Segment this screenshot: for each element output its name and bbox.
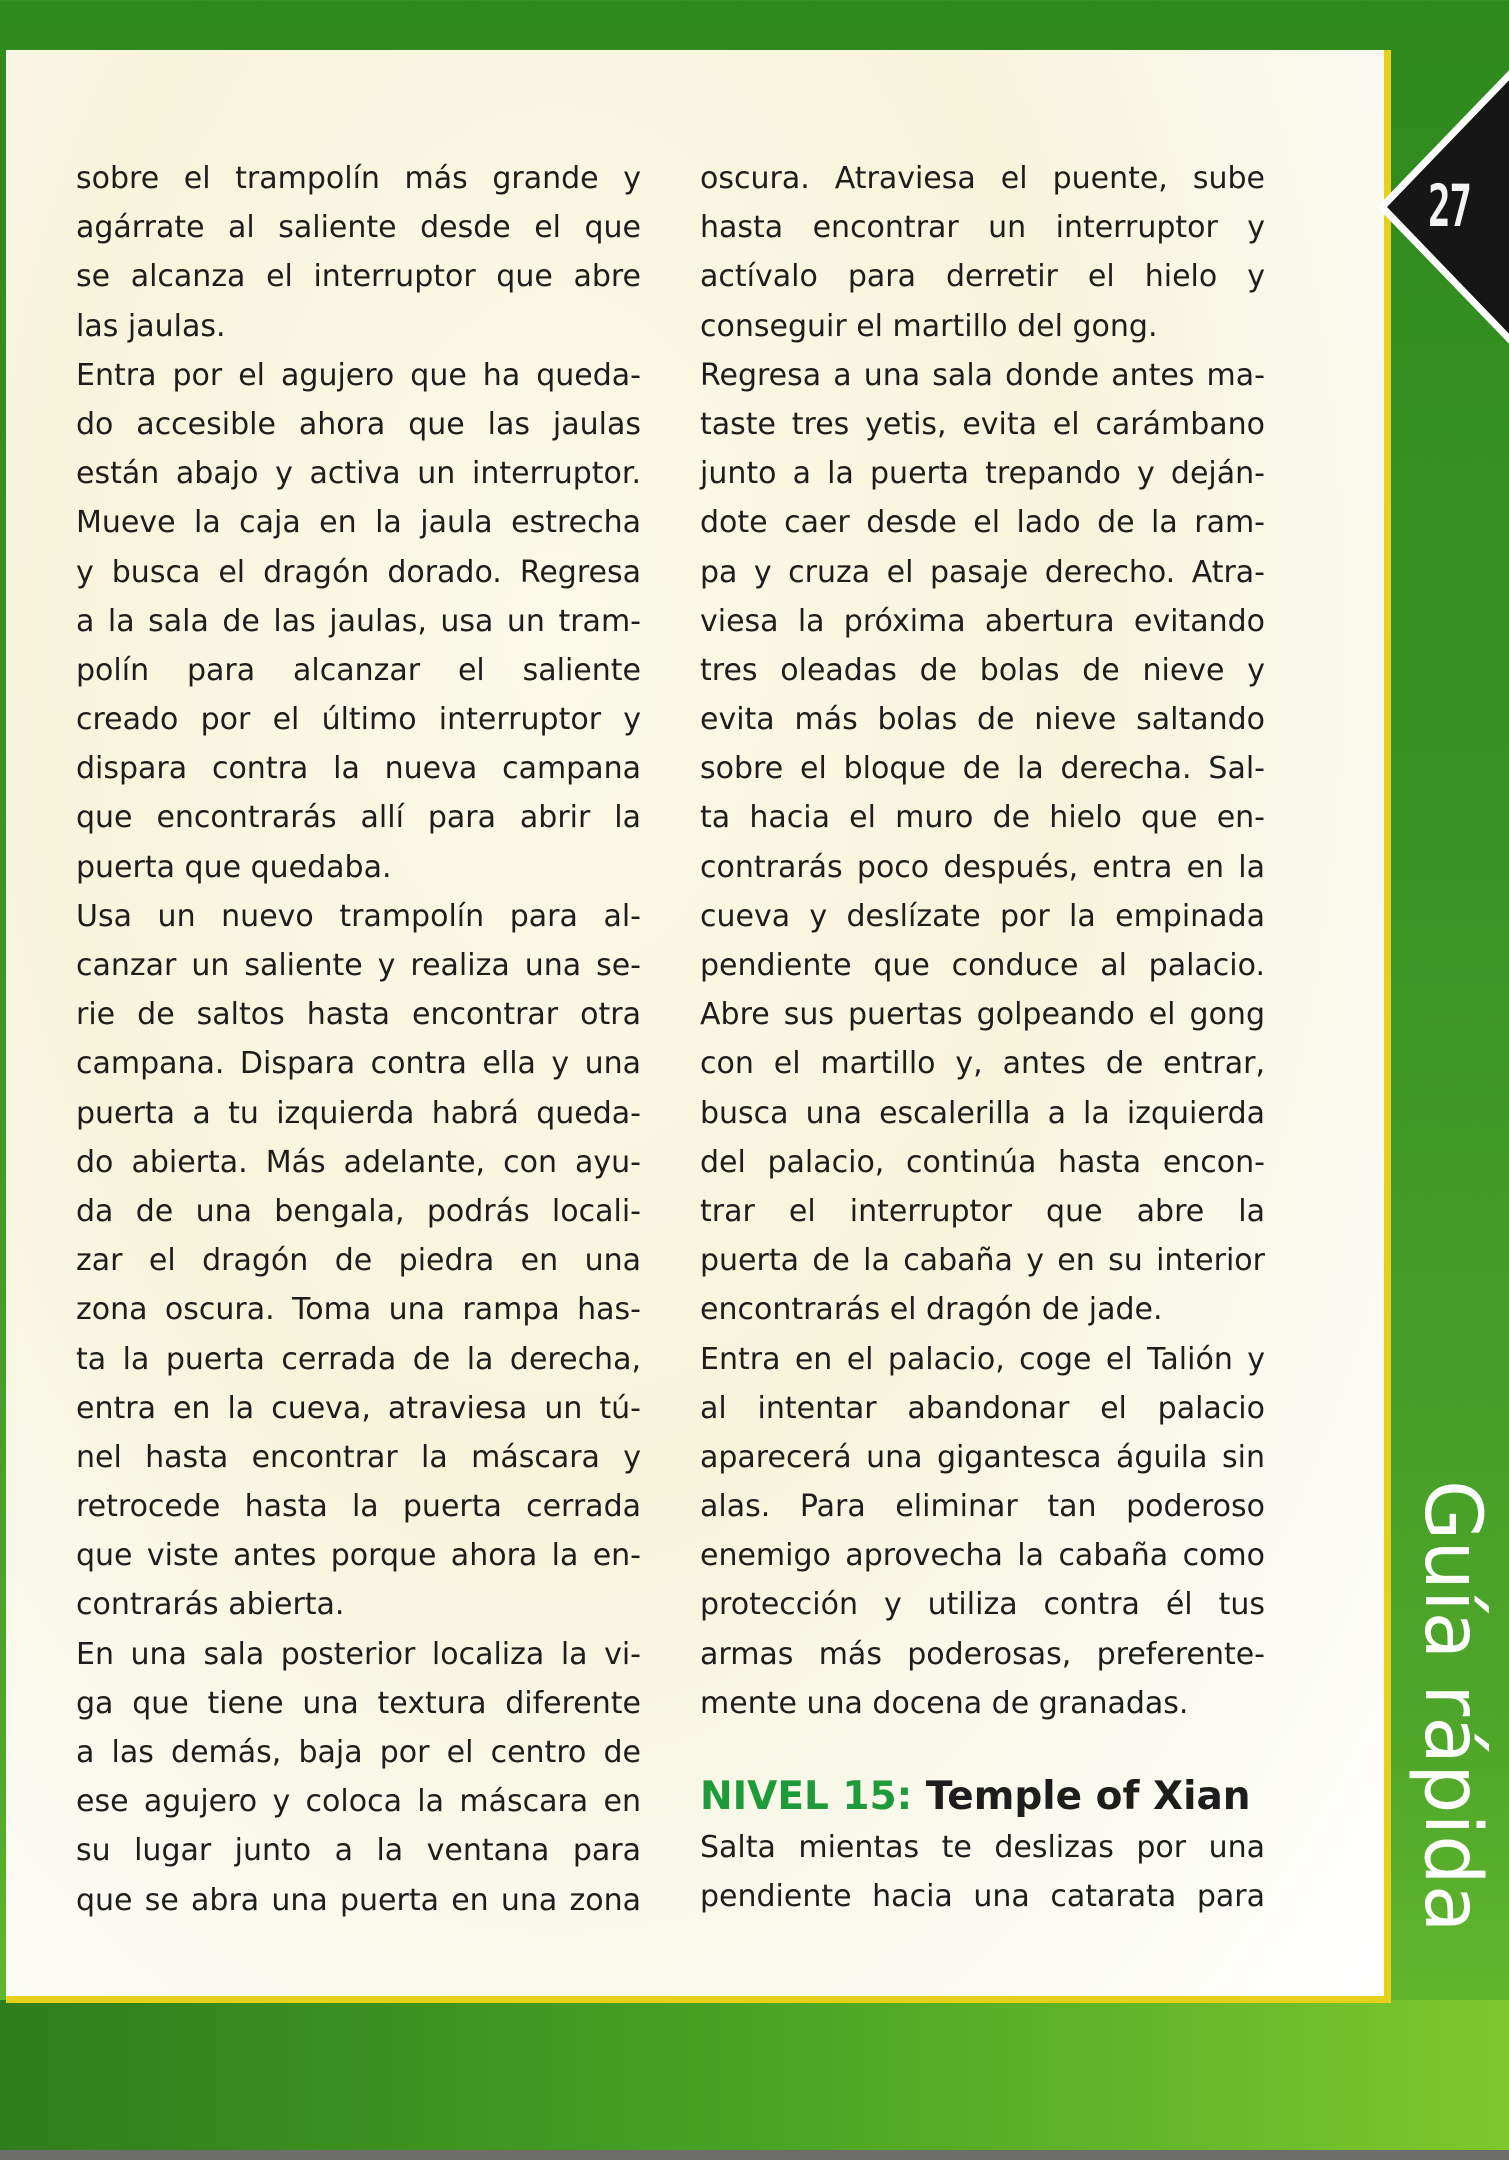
text-line: dote caer desde el lado de la ram- <box>700 505 1265 541</box>
text-line: se alcanza el interruptor que abre <box>76 259 641 295</box>
text-line: contrarás poco después, entra en la <box>700 849 1265 885</box>
text-line: entra en la cueva, atraviesa un tú- <box>76 1390 641 1426</box>
bottom-green-band <box>0 2000 1509 2160</box>
text-line: ga que tiene una textura diferente <box>76 1685 641 1721</box>
text-line: puerta que quedaba. <box>76 849 392 885</box>
text-line: ta la puerta cerrada de la derecha, <box>76 1341 641 1377</box>
text-line: las jaulas. <box>76 308 226 344</box>
right-column-body <box>700 154 1265 1728</box>
text-line: viesa la próxima abertura evitando <box>700 603 1265 639</box>
text-line: Usa un nuevo trampolín para al- <box>76 898 641 934</box>
text-line: Salta mientas te deslizas por una <box>700 1830 1265 1865</box>
text-line: armas más poderosas, preferente- <box>700 1636 1265 1672</box>
text-line: al intentar abandonar el palacio <box>700 1390 1265 1426</box>
level-heading <box>700 1771 1265 1823</box>
text-line: a las demás, baja por el centro de <box>76 1735 641 1770</box>
text-line: pendiente que conduce al palacio. <box>700 948 1265 983</box>
text-line: Mueve la caja en la jaula estrecha <box>76 505 641 541</box>
text-line: do accesible ahora que las jaulas <box>76 406 641 442</box>
text-line: hasta encontrar un interruptor y <box>700 210 1265 246</box>
text-line: Entra por el agujero que ha queda- <box>76 357 641 393</box>
level-number: NIVEL 15: <box>700 1774 913 1819</box>
text-line: puerta a tu izquierda habrá queda- <box>76 1095 641 1131</box>
text-line: pa y cruza el pasaje derecho. Atra- <box>700 554 1265 590</box>
text-line: encontrarás el dragón de jade. <box>700 1292 1163 1328</box>
text-line: con el martillo y, antes de entrar, <box>700 1046 1265 1082</box>
text-line: su lugar junto a la ventana para <box>76 1833 641 1869</box>
text-line: junto a la puerta trepando y deján- <box>700 456 1265 492</box>
text-line: del palacio, continúa hasta encon- <box>700 1144 1265 1180</box>
text-line: campana. Dispara contra ella y una <box>76 1046 641 1082</box>
text-line: trar el interruptor que abre la <box>700 1193 1265 1229</box>
text-line: Regresa a una sala donde antes ma- <box>700 357 1265 393</box>
text-line: polín para alcanzar el saliente <box>76 652 641 688</box>
text-line: sobre el bloque de la derecha. Sal- <box>700 751 1265 787</box>
text-line: y busca el dragón dorado. Regresa <box>76 554 641 590</box>
text-line: alas. Para eliminar tan poderoso <box>700 1489 1265 1525</box>
text-line: que viste antes porque ahora la en- <box>76 1538 641 1574</box>
paragraph <box>700 1823 1265 1921</box>
text-line: sobre el trampolín más grande y <box>76 161 641 196</box>
paragraph <box>700 351 1265 1335</box>
level-name: Temple of Xian <box>925 1774 1251 1819</box>
text-line: En una sala posterior localiza la vi- <box>76 1636 641 1672</box>
text-line: do abierta. Más adelante, con ayu- <box>76 1144 641 1180</box>
level-text <box>700 1823 1265 1921</box>
text-line: retrocede hasta la puerta cerrada <box>76 1489 641 1525</box>
text-line: creado por el último interruptor y <box>76 702 641 738</box>
text-line: evita más bolas de nieve saltando <box>700 702 1265 738</box>
right-column <box>700 154 1265 1921</box>
text-line: Abre sus puertas golpeando el gong <box>700 997 1265 1033</box>
text-line: actívalo para derretir el hielo y <box>700 259 1265 295</box>
paragraph <box>76 351 641 892</box>
text-line: busca una escalerilla a la izquierda <box>700 1095 1265 1131</box>
text-line: zar el dragón de piedra en una <box>76 1243 641 1279</box>
text-line: aparecerá una gigantesca águila sin <box>700 1439 1265 1475</box>
paragraph <box>700 154 1265 351</box>
text-line: están abajo y activa un interruptor. <box>76 456 641 492</box>
text-line: enemigo aprovecha la cabaña como <box>700 1538 1265 1574</box>
paragraph <box>700 1335 1265 1729</box>
text-line: tres oleadas de bolas de nieve y <box>700 652 1265 688</box>
text-line: taste tres yetis, evita el carámbano <box>700 406 1265 442</box>
left-column <box>76 154 641 1925</box>
text-line: que se abra una puerta en una zona <box>76 1882 641 1918</box>
text-line: puerta de la cabaña y en su interior <box>700 1243 1265 1279</box>
text-line: dispara contra la nueva campana <box>76 751 641 787</box>
section-label: Guía rápida <box>1407 1480 1497 1933</box>
text-line: ta hacia el muro de hielo que en- <box>700 800 1265 836</box>
paragraph <box>76 892 641 1630</box>
text-line: da de una bengala, podrás locali- <box>76 1193 641 1229</box>
text-line: pendiente hacia una catarata para <box>700 1879 1265 1915</box>
text-line: agárrate al saliente desde el que <box>76 210 641 246</box>
text-line: nel hasta encontrar la máscara y <box>76 1439 641 1475</box>
text-line: mente una docena de granadas. <box>700 1685 1189 1721</box>
text-line: cueva y deslízate por la empinada <box>700 898 1265 934</box>
text-line: Entra en el palacio, coge el Talión y <box>700 1341 1265 1377</box>
text-line: protección y utiliza contra él tus <box>700 1587 1265 1623</box>
text-line: conseguir el martillo del gong. <box>700 308 1158 344</box>
text-line: oscura. Atraviesa el puente, sube <box>700 161 1265 196</box>
text-line: ese agujero y coloca la máscara en <box>76 1784 641 1820</box>
text-line: a la sala de las jaulas, usa un tram- <box>76 603 641 639</box>
paragraph <box>76 154 641 351</box>
page-number: 27 <box>1428 172 1471 240</box>
text-line: contrarás abierta. <box>76 1587 345 1623</box>
text-line: rie de saltos hasta encontrar otra <box>76 997 641 1033</box>
text-line: que encontrarás allí para abrir la <box>76 800 641 836</box>
text-line: canzar un saliente y realiza una se- <box>76 948 641 983</box>
page-edge <box>0 2150 1509 2160</box>
paragraph <box>76 1630 641 1925</box>
text-line: zona oscura. Toma una rampa has- <box>76 1292 641 1328</box>
